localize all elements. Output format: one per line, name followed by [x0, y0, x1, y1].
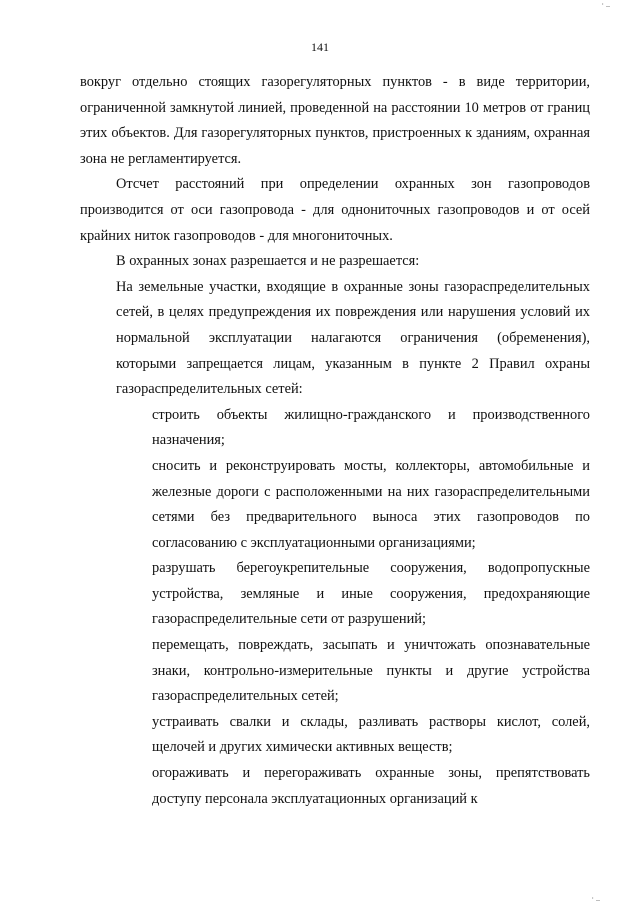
paragraph: вокруг отдельно стоящих газорегуляторных пунктов - в виде территории, ограниченной замкнутой линией, проведенной на расстоянии 10 метров от границ этих объектов. Для газорегуляторных пунктов, пристроенных к зданиям, охранная зона не регламентируется.: [80, 74, 590, 167]
list-item: устраивать свалки и склады, разливать растворы кислот, солей, щелочей и других химически активных веществ;: [152, 713, 590, 756]
paragraph: Отсчет расстояний при определении охранных зон газопроводов производится от оси газопровода - для однониточных газопроводов и от осей крайних ниток газопроводов - для многониточных.: [80, 176, 590, 244]
paragraph: В охранных зонах разрешается и не разрешается:: [116, 253, 420, 270]
list-item: разрушать берегоукрепительные сооружения, водопропускные устройства, земляные и иные сооружения, предохраняющие газораспределительные сети от разрушений;: [152, 560, 590, 628]
list-item: строить объекты жилищно-гражданского и производственного назначения;: [152, 406, 590, 449]
corner-mark-bottom: · ..: [591, 894, 600, 903]
page-content: [80, 70, 590, 812]
restriction-list: [152, 403, 590, 813]
list-item: огораживать и перегораживать охранные зоны, препятствовать доступу персонала эксплуатационных организаций к: [152, 765, 590, 807]
corner-mark-top: · ..: [601, 0, 610, 9]
list-item: перемещать, повреждать, засыпать и уничтожать опознавательные знаки, контрольно-измерительные пункты и другие устройства газораспределительных сетей;: [152, 637, 590, 705]
list-intro: На земельные участки, входящие в охранные зоны газораспределительных сетей, в целях предупреждения их повреждения или нарушения условий их нормальной эксплуатации налагаются ограничения (обременения), которыми запрещается лицам, указанным в пункте 2 Правил охраны газораспределительных сетей:: [116, 278, 590, 398]
page-number: 141: [311, 40, 329, 54]
list-item: сносить и реконструировать мосты, коллекторы, автомобильные и железные дороги с расположенными на них газораспределительными сетями без предварительного выноса этих газопроводов по согласованию с эксплуатационными организациями;: [152, 457, 590, 551]
